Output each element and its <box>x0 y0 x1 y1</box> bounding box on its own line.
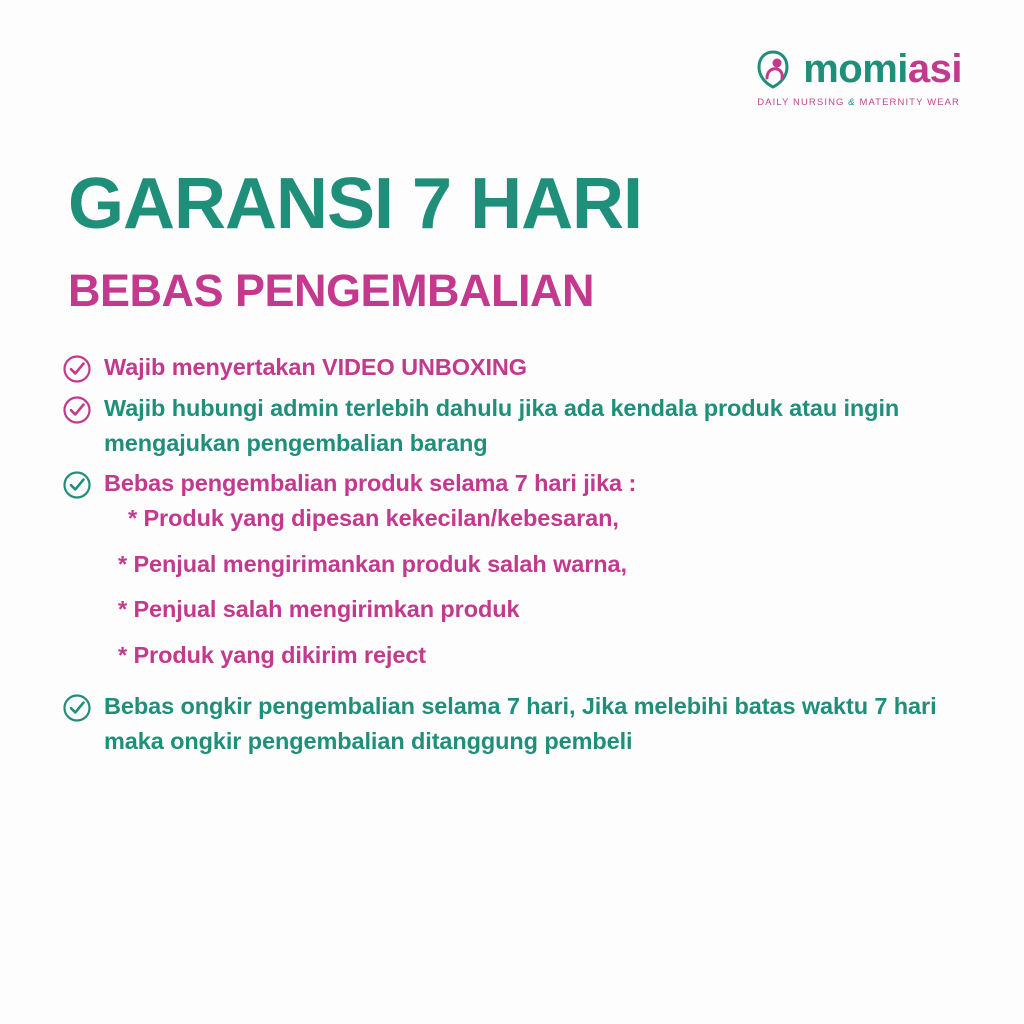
sub-list-item: * Penjual mengirimankan produk salah warna, <box>118 550 627 577</box>
page-title: GARANSI 7 HARI <box>68 164 643 244</box>
list-item <box>62 689 972 759</box>
list-item <box>62 391 972 461</box>
check-circle-icon <box>62 470 92 500</box>
mother-and-baby-icon <box>753 48 793 90</box>
tagline-after: MATERNITY WEAR <box>855 97 960 108</box>
list-item-text: Wajib hubungi admin terlebih dahulu jika ada kendala produk atau ingin mengajukan pengembalian barang <box>104 394 900 456</box>
sub-list-item: * Penjual salah mengirimkan produk <box>118 596 520 623</box>
brand-row <box>753 48 962 90</box>
sub-list-item: * Produk yang dipesan kekecilan/kebesaran, <box>128 505 619 532</box>
list-item <box>62 350 972 385</box>
brand-name-part1: momi <box>803 47 908 91</box>
tagline-ampersand: & <box>848 97 856 108</box>
check-circle-icon <box>62 395 92 425</box>
sub-list <box>118 507 972 667</box>
brand-tagline <box>757 97 960 108</box>
brand-logo <box>753 48 962 108</box>
list-item-text: Bebas ongkir pengembalian selama 7 hari, Jika melebihi batas waktu 7 hari maka ongkir pengembalian ditanggung pembeli <box>104 693 937 754</box>
brand-wordmark <box>803 49 962 89</box>
list-item-text: Bebas pengembalian produk selama 7 hari jika : <box>104 470 637 497</box>
terms-list <box>62 350 972 765</box>
check-circle-icon <box>62 354 92 384</box>
list-item <box>62 466 972 501</box>
brand-name-part2: asi <box>907 47 962 91</box>
page-subtitle: BEBAS PENGEMBALIAN <box>68 265 595 316</box>
list-item-text: Wajib menyertakan VIDEO UNBOXING <box>104 354 527 380</box>
tagline-before: DAILY NURSING <box>757 97 849 108</box>
check-circle-icon <box>62 693 92 723</box>
sub-list-item: * Produk yang dikirim reject <box>118 641 427 668</box>
